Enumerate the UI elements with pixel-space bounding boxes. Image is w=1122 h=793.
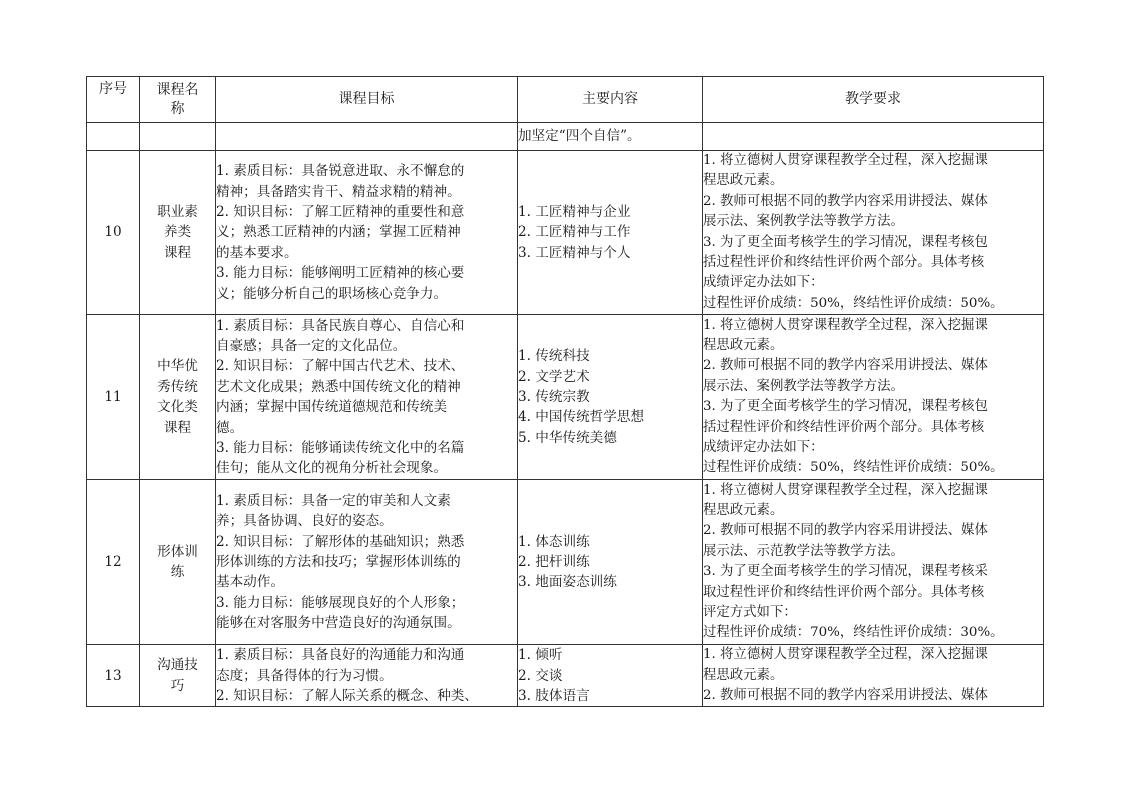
teaching-requirements-line: 程思政元素。 [703,173,784,189]
course-goals [216,151,518,315]
header-num: 序号 [87,77,140,123]
teaching-requirements-line: 3. 为了更全面考核学生的学习情况，课程考核包 [703,234,988,250]
teaching-requirements-line: 程思政元素。 [703,338,784,354]
course-content-line: 1. 工匠精神与企业 [518,204,631,221]
continuation-name-cell [140,123,216,151]
course-goals [216,645,518,707]
teaching-requirements-line: 程思政元素。 [703,667,784,683]
course-goals-line: 德。 [216,419,244,436]
teaching-requirements [703,151,1044,315]
course-number: 13 [87,645,140,707]
course-content-line: 4. 中国传统哲学思想 [518,409,645,426]
course-content [518,151,703,315]
course-content-line: 2. 把杆训练 [518,554,590,571]
course-content-line: 5. 中华传统美德 [518,429,617,446]
teaching-requirements-line: 1. 将立德树人贯穿课程教学全过程，深入挖掘课 [703,153,988,168]
course-name-line: 巧 [170,677,185,694]
teaching-requirements-line: 2. 教师可根据不同的教学内容采用讲授法、媒体 [703,193,988,209]
course-content-line: 2. 文学艺术 [518,368,590,385]
header-content: 主要内容 [518,77,703,123]
course-goals-line: 1. 素质目标：具备一定的审美和人文素 [216,492,451,509]
continuation-goals-cell [216,123,518,151]
course-goals-line: 能够在对客服务中营造良好的沟通氛围。 [216,615,461,632]
course-content-line: 2. 工匠精神与工作 [518,224,631,241]
teaching-requirements-line: 3. 为了更全面考核学生的学习情况，课程考核包 [703,399,988,415]
course-goals-line: 3. 能力目标：能够诵读传统文化中的名篇 [216,440,465,457]
teaching-requirements [703,645,1044,707]
course-goals-line: 基本动作。 [216,574,284,591]
course-name [140,645,216,707]
course-goals-line: 1. 素质目标：具备锐意进取、永不懈怠的 [216,163,465,180]
teaching-requirements-line: 过程性评价成绩：70%，终结性评价成绩：30%。 [703,625,1004,641]
course-goals-line: 义；熟悉工匠精神的内涵；掌握工匠精神 [216,224,461,241]
course-goals-line: 2. 知识目标：了解中国古代艺术、技术、 [216,358,465,375]
course-goals-line: 形体训练的方法和技巧；掌握形体训练的 [216,554,461,571]
course-goals-line: 的基本要求。 [216,244,298,261]
course-content-line: 2. 交谈 [518,667,563,684]
course-name-line: 沟通技 [157,657,198,674]
course-goals-line: 1. 素质目标：具备民族自尊心、自信心和 [216,317,465,334]
continuation-num-cell [87,123,140,151]
course-number: 11 [87,315,140,480]
header-course-name [140,77,216,123]
teaching-requirements-line: 括过程性评价和终结性评价两个部分。具体考核 [703,419,985,435]
header-goals: 课程目标 [216,77,518,123]
teaching-requirements-line: 1. 将立德树人贯穿课程教学全过程，深入挖掘课 [703,647,988,663]
course-name [140,480,216,645]
course-name-line: 秀传统 [157,378,198,395]
course-goals-line: 精神；具备踏实肯干、精益求精的精神。 [216,183,461,200]
continuation-row [87,123,1044,151]
course-goals-line: 内涵；掌握中国传统道德规范和传统美 [216,399,448,416]
teaching-requirements-line: 成绩评定办法如下： [703,275,824,291]
teaching-requirements-line: 成绩评定办法如下： [703,440,824,456]
table-row [87,645,1044,707]
table-row [87,151,1044,315]
course-content [518,645,703,707]
course-goals [216,315,518,480]
course-goals-line: 1. 素质目标：具备良好的沟通能力和沟通 [216,647,465,664]
course-content-line: 3. 工匠精神与个人 [518,244,631,261]
teaching-requirements-line: 1. 将立德树人贯穿课程教学全过程，深入挖掘课 [703,482,988,498]
course-number: 12 [87,480,140,645]
course-goals-line: 2. 知识目标：了解形体的基础知识；熟悉 [216,533,465,550]
teaching-requirements-line: 评定方式如下： [703,605,797,621]
continuation-content-line: 加坚定“四个自信”。 [518,128,641,145]
teaching-requirements-line: 展示法、案例教学法等教学方法。 [703,214,904,230]
course-goals-line: 艺术文化成果；熟悉中国传统文化的精神 [216,378,461,395]
continuation-req-cell [703,123,1044,151]
course-content [518,480,703,645]
course-name-line: 课程 [163,244,192,261]
course-name-line: 养类 [163,224,192,241]
teaching-requirements-line: 取过程性评价和终结性评价两个部分。具体考核 [703,584,985,600]
course-goals-line: 义；能够分析自己的职场核心竞争力。 [216,285,448,302]
teaching-requirements-line: 过程性评价成绩：50%，终结性评价成绩：50%。 [703,460,1004,476]
teaching-requirements-line: 2. 教师可根据不同的教学内容采用讲授法、媒体 [703,523,988,539]
course-goals-line: 自豪感；具备一定的文化品位。 [216,338,407,355]
course-name [140,315,216,480]
teaching-requirements-line: 展示法、示范教学法等教学方法。 [703,543,904,559]
teaching-requirements-line: 3. 为了更全面考核学生的学习情况，课程考核采 [703,564,988,580]
course-name [140,151,216,315]
teaching-requirements-line: 括过程性评价和终结性评价两个部分。具体考核 [703,255,985,271]
teaching-requirements [703,315,1044,480]
teaching-requirements [703,480,1044,645]
teaching-requirements-line: 展示法、案例教学法等教学方法。 [703,378,904,394]
table-row [87,480,1044,645]
teaching-requirements-line: 2. 教师可根据不同的教学内容采用讲授法、媒体 [703,688,988,704]
course-content-line: 1. 倾听 [518,647,563,664]
course-table [86,76,1044,707]
header-course-name-line: 课程名 [156,81,199,98]
course-content-line: 1. 传统科技 [518,348,590,365]
header-row [87,77,1044,123]
course-content-line: 3. 地面姿态训练 [518,574,617,591]
teaching-requirements-line: 过程性评价成绩：50%，终结性评价成绩：50%。 [703,295,1004,311]
course-content-line: 3. 传统宗教 [518,389,590,406]
course-goals-line: 3. 能力目标：能够阐明工匠精神的核心要 [216,265,465,282]
course-goals-line: 态度；具备得体的行为习惯。 [216,667,393,684]
teaching-requirements-line: 1. 将立德树人贯穿课程教学全过程，深入挖掘课 [703,317,988,333]
course-goals-line: 3. 能力目标：能够展现良好的个人形象； [216,594,465,611]
course-goals-line: 佳句；能从文化的视角分析社会现象。 [216,460,448,477]
course-content-line: 3. 肢体语言 [518,688,590,705]
course-name-line: 形体训 [157,543,198,560]
teaching-requirements-line: 程思政元素。 [703,503,784,519]
course-name-line: 课程 [163,419,192,436]
course-content [518,315,703,480]
course-goals-line: 2. 知识目标：了解工匠精神的重要性和意 [216,204,465,221]
course-name-line: 练 [170,564,185,581]
course-name-line: 文化类 [157,399,198,416]
table-row [87,315,1044,480]
course-goals-line: 养；具备协调、良好的姿态。 [216,513,393,530]
course-name-line: 中华优 [157,358,198,375]
course-number: 10 [87,151,140,315]
header-course-name-line: 称 [170,100,185,117]
course-goals [216,480,518,645]
course-content-line: 1. 体态训练 [518,533,590,550]
course-goals-line: 2. 知识目标：了解人际关系的概念、种类、 [216,688,478,705]
course-name-line: 职业素 [157,204,198,221]
teaching-requirements-line: 2. 教师可根据不同的教学内容采用讲授法、媒体 [703,358,988,374]
header-requirements: 教学要求 [703,77,1044,123]
continuation-content-cell [518,123,703,151]
